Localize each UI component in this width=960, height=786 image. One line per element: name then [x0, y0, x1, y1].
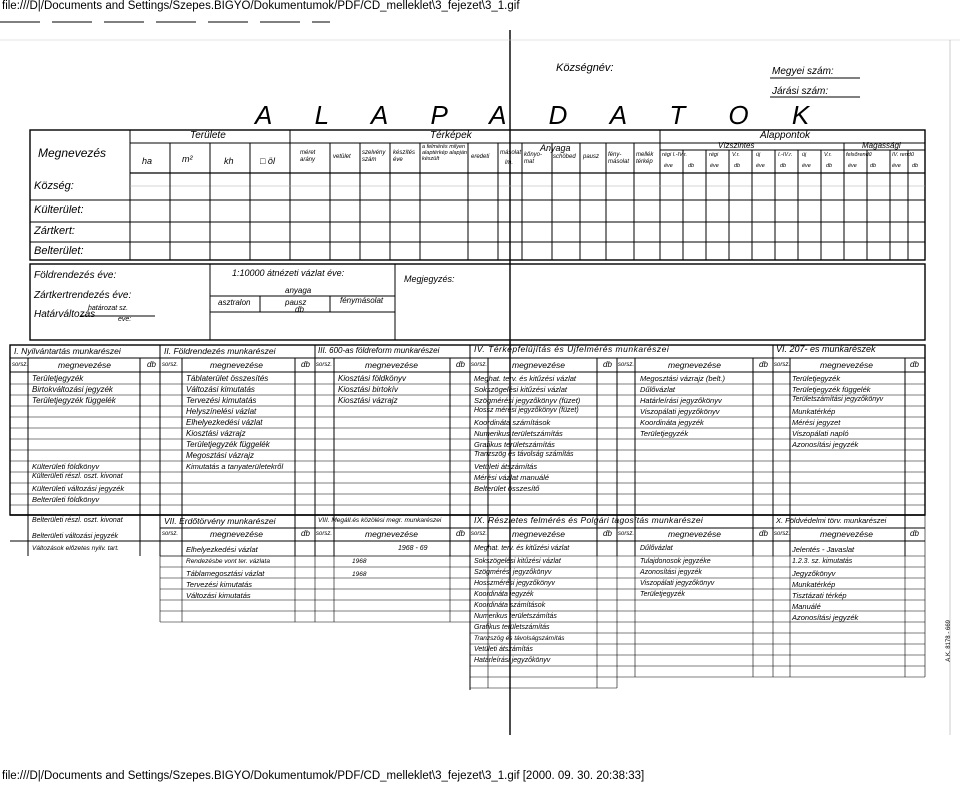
- list-item: Kiosztási vázrajz: [338, 396, 398, 405]
- list-item: Vetületi átszámítás: [474, 462, 538, 471]
- list-item: Dűlővázlat: [640, 385, 676, 394]
- list-item: Változási kimutatás: [186, 591, 251, 600]
- col-megnevezese-10: megnevezése: [668, 529, 721, 539]
- col-megnevezes: Megnevezés: [38, 146, 107, 160]
- list-item: Kiosztási birtokív: [338, 385, 399, 394]
- col-terulete: Területe: [190, 130, 226, 141]
- form-title: A L A P A D A T O K: [255, 100, 828, 130]
- col-megnevezese-1: megnevezése: [58, 360, 111, 370]
- sorsz-9: sorsz.: [471, 531, 488, 537]
- list-item: Területjegyzék: [32, 374, 84, 383]
- col-1-4r: I.-IV.r.: [778, 152, 793, 158]
- db-9: db: [603, 529, 612, 538]
- row-zartkert: Zártkert:: [34, 225, 75, 237]
- list-item: Tisztázati térkép: [792, 591, 847, 600]
- atnezeti-vazlat: 1:10000 átnézeti vázlat éve:: [232, 268, 345, 278]
- section-x-title: X. Földvédelmi törv. munkarészei: [776, 516, 887, 525]
- col-iv-rendu: IV. rendű: [892, 152, 914, 158]
- sub-db-3: db: [780, 163, 787, 169]
- list-item: Határleírási jegyzőkönyv: [640, 396, 722, 405]
- list-item: Mérési vázlat manuálé: [474, 473, 550, 482]
- col-pausz: pausz: [583, 154, 600, 160]
- col-kh: kh: [224, 156, 234, 166]
- col-felsorendu: felsőrendű: [846, 152, 872, 158]
- list-item: Azonosítási jegyzék: [640, 569, 702, 576]
- col-mellek: mellék térkép: [636, 152, 654, 165]
- list-item: Belterületi változási jegyzék: [32, 533, 118, 540]
- col-megnevezese-9: megnevezése: [512, 529, 565, 539]
- list-item: Területszámítási jegyzőkönyv: [792, 396, 884, 403]
- list-item: Tranzszög és távolság számítás: [474, 451, 574, 458]
- col-magassagi: Magassági: [862, 141, 901, 150]
- col-terkepek: Térképek: [430, 130, 472, 141]
- list-item: Mérési jegyzet: [792, 418, 841, 427]
- list-item: Kiosztási földkönyv: [338, 374, 407, 383]
- section-ix-title: IX. Részletes felmérés és Polgári tagosítás munkarészei: [474, 515, 704, 525]
- col-megnevezese-11: megnevezése: [820, 529, 873, 539]
- db-6: db: [910, 360, 919, 369]
- jarasi-szam-label: Járási szám:: [772, 86, 829, 97]
- col-megnevezese-4: megnevezése: [512, 360, 565, 370]
- list-item: 1.2.3. sz. kimutatás: [792, 558, 853, 565]
- list-item: Belterületi földkönyv: [32, 495, 100, 504]
- db-3: db: [456, 360, 465, 369]
- list-item: Sokszögelési kitűzési vázlat: [474, 558, 561, 565]
- list-item: Viszopálati napló: [792, 429, 849, 438]
- col-anyaga: Anyaga: [540, 143, 571, 153]
- list-item: Jegyzőkönyv: [792, 569, 836, 578]
- col-keszites: készítés éve: [393, 150, 416, 163]
- list-item: Elhelyezkedési vázlat: [186, 418, 263, 427]
- list-item: Belterület összesítő: [474, 484, 540, 493]
- list-item: Meghat. terv. és kitűzési vázlat: [474, 545, 570, 552]
- col-megnevezese-5: megnevezése: [668, 360, 721, 370]
- list-item: Kimutatás a tanyaterületekről: [186, 462, 284, 471]
- sub-eve-6: éve: [892, 163, 901, 169]
- sorsz-1: sorsz.: [12, 362, 29, 368]
- col-masolat: másolat: [500, 150, 522, 156]
- list-item: Manuálé: [792, 602, 821, 611]
- db-8: db: [456, 529, 465, 538]
- col-schobed: schöbed: [553, 154, 576, 160]
- sub-db-1: db: [688, 163, 695, 169]
- list-item: Jelentés - Javaslat: [792, 545, 855, 554]
- fenymasolat-label: fénymásolat: [340, 296, 384, 305]
- list-item: Területjegyzék függelék: [32, 396, 116, 405]
- pausz-label: pausz: [285, 298, 307, 307]
- section-viii-title: VIII. Megáll.és közölési megr. munkarészei: [318, 517, 442, 524]
- list-item: Vetületi átszámítás: [474, 646, 533, 653]
- list-item: Meghat. terv. és kitűzési vázlat: [474, 374, 576, 383]
- sub-eve-3: éve: [756, 163, 765, 169]
- list-item: Munkatérkép: [792, 407, 836, 416]
- col-megnevezese-3: megnevezése: [365, 360, 418, 370]
- list-item: Külterületi részl. oszt. kivonat: [32, 473, 123, 480]
- year-value: 1968: [352, 558, 367, 565]
- list-item: Belterületi részl. oszt. kivonat: [32, 517, 123, 524]
- list-item: Változások előzetes nyilv. tart.: [32, 545, 119, 552]
- section-ii-title: II. Földrendezés munkarészei: [164, 346, 276, 356]
- sorsz-8: sorsz.: [316, 531, 333, 537]
- col-ha: ha: [142, 156, 153, 166]
- list-item: Külterületi földkönyv: [32, 462, 100, 471]
- hatarvaltozas: Határváltozás: [34, 309, 96, 320]
- list-item: Azonosítási jegyzék: [792, 440, 859, 449]
- col-szelveny: szelvény szám: [362, 150, 386, 163]
- list-item: Megosztási vázrajz: [186, 451, 255, 460]
- col-regi: régi: [709, 152, 719, 158]
- db-5: db: [759, 360, 768, 369]
- list-item: Hossz mérési jegyzőkönyv (füzet): [474, 407, 579, 414]
- list-item: Numerikus területszámítás: [474, 429, 563, 438]
- path-top: file:///D|/Documents and Settings/Szepes.BIGYO/Dokumentumok/PDF/CD_melleklet\3_fejezet\3_1.gif: [2, 0, 520, 12]
- list-item: Birtokváltozási jegyzék: [32, 385, 113, 394]
- sorsz-4: sorsz.: [471, 362, 488, 368]
- list-item: Helyszínelési vázlat: [186, 407, 257, 416]
- list-item: Tulajdonosok jegyzéke: [640, 558, 711, 565]
- list-item: Azonosítási jegyzék: [792, 613, 859, 622]
- db-label: db: [295, 305, 304, 314]
- list-item: Területjegyzék: [640, 429, 689, 438]
- list-item: Viszopálati jegyzőkönyv: [640, 407, 720, 416]
- sorsz-10: sorsz.: [618, 531, 635, 537]
- db-1: db: [147, 360, 156, 369]
- col-megnevezese-7: megnevezése: [210, 529, 263, 539]
- db-11: db: [910, 529, 919, 538]
- list-item: Területjegyzék függelék: [186, 440, 270, 449]
- section-i-title: I. Nyilvántartás munkarészei: [14, 346, 121, 356]
- list-item: Tervezési kimutatás: [186, 396, 257, 405]
- list-item: Táblamegosztási vázlat: [186, 569, 265, 578]
- col-v-r: V.r.: [732, 152, 740, 158]
- print-stamp: Á.K. 8178 - 669: [946, 620, 952, 662]
- list-item: Grafikus területszámítás: [474, 440, 555, 449]
- sorsz-5: sorsz.: [618, 362, 635, 368]
- list-item: Külterületi változási jegyzék: [32, 484, 125, 493]
- col-vetulet: vetület: [333, 154, 351, 160]
- path-bottom: file:///D|/Documents and Settings/Szepes.BIGYO/Dokumentumok/PDF/CD_melleklet\3_fejezet\3_1.gif [2000. 09. 30. 20:38:33]: [2, 770, 645, 782]
- col-fenymasolat: fény-másolat: [608, 152, 630, 165]
- sub-eve-2: éve: [710, 163, 719, 169]
- row-kulterulet: Külterület:: [34, 204, 84, 216]
- list-item: Kiosztási vázrajz: [186, 429, 246, 438]
- list-item: Területjegyzék függelék: [792, 385, 871, 394]
- list-item: Koordináta jegyzék: [640, 418, 704, 427]
- section-iii-title: III. 600-as földreform munkarészei: [318, 346, 440, 355]
- row-belterulet: Belterület:: [34, 245, 84, 257]
- section-vii-title: VII. Erdőtörvény munkarészei: [164, 516, 276, 526]
- list-item: Megosztási vázrajz (belt.): [640, 374, 726, 383]
- section-iv-title: IV. Térképfelújítás és Újfelmérés munkarészei: [474, 344, 670, 354]
- sub-eve-4: éve: [802, 163, 811, 169]
- list-item: Változási kimutatás: [186, 385, 255, 394]
- sorsz-2: sorsz.: [162, 362, 179, 368]
- section-vi-title: VI. 207- es munkarészek: [776, 344, 876, 354]
- list-item: Elhelyezkedési vázlat: [186, 545, 258, 554]
- db-4: db: [603, 360, 612, 369]
- megyei-szam-label: Megyei szám:: [772, 66, 834, 77]
- col-megnevezese-6: megnevezése: [820, 360, 873, 370]
- list-item: Dűlővázlat: [640, 545, 673, 552]
- list-item: Koordináta számítások: [474, 602, 546, 609]
- list-item: Tervezési kimutatás: [186, 580, 252, 589]
- col-vizszintes: Vízszintes: [718, 141, 755, 150]
- megjegyzes-label: Megjegyzés:: [404, 274, 455, 284]
- foldrendezes-eve: Földrendezés éve:: [34, 270, 117, 281]
- sorsz-3: sorsz.: [316, 362, 333, 368]
- zartkertrendezes-eve: Zártkertrendezés éve:: [34, 290, 132, 301]
- col-meretarany: méret arány: [300, 150, 316, 163]
- col-alapjan: a felmérés milyen alaptérkép alapján készült: [422, 144, 467, 162]
- list-item: Területjegyzék: [792, 374, 841, 383]
- col-alappontok: Alappontok: [760, 130, 811, 141]
- col-uj2: új: [802, 152, 807, 158]
- sorsz-6: sorsz.: [774, 362, 791, 368]
- sorsz-11: sorsz.: [774, 531, 791, 537]
- sub-db-6: db: [912, 163, 919, 169]
- sub-db-5: db: [870, 163, 877, 169]
- col-megnevezese-2: megnevezése: [210, 360, 263, 370]
- list-item: Területjegyzék: [640, 591, 685, 598]
- year-value: 1968: [352, 571, 367, 578]
- col-konyomat: kőnyo-mat: [524, 152, 543, 165]
- db-10: db: [759, 529, 768, 538]
- col-v-r2: V.r.: [824, 152, 832, 158]
- list-item: Munkatérkép: [792, 580, 836, 589]
- list-item: Numerikus területszámítás: [474, 613, 557, 620]
- col-eredeti: eredeti: [471, 154, 490, 160]
- list-item: Rendezésbe vont ter. vázlata: [186, 558, 270, 565]
- sub-db-2: db: [734, 163, 741, 169]
- list-item: Szögmérési jegyzőkönyv (füzet): [474, 396, 581, 405]
- list-item: Grafikus területszámítás: [474, 624, 550, 631]
- hatarozat-eve: éve:: [118, 316, 132, 323]
- anyaga-label: anyaga: [285, 286, 312, 295]
- list-item: Táblaterület összesítés: [186, 374, 269, 383]
- col-m2: m²: [182, 154, 193, 164]
- list-item: Hosszmérési jegyzőkönyv: [474, 580, 555, 587]
- list-item: Koordináta számítások: [474, 418, 551, 427]
- sub-eve-1: éve: [664, 163, 673, 169]
- row-kozseg: Község:: [34, 180, 74, 192]
- hatarozat-sz: határozat sz.: [88, 305, 129, 312]
- col-megnevezese-8: megnevezése: [365, 529, 418, 539]
- db-2: db: [301, 360, 310, 369]
- col-uj: új: [756, 152, 761, 158]
- sub-db-4: db: [826, 163, 833, 169]
- sub-eve-5: éve: [848, 163, 857, 169]
- year-value: 1968 - 69: [398, 545, 428, 552]
- list-item: Viszopálati jegyzőkönyv: [640, 580, 715, 587]
- col-ol: □ öl: [260, 156, 275, 166]
- asztralon-label: asztralon: [218, 298, 251, 307]
- sorsz-7: sorsz.: [162, 531, 179, 537]
- list-item: Tranzszög és távolságszámítás: [474, 635, 565, 642]
- list-item: Sokszögelési kitűzési vázlat: [474, 385, 567, 394]
- db-7: db: [301, 529, 310, 538]
- list-item: Szögmérési jegyzőkönyv: [474, 569, 552, 576]
- list-item: Határleírási jegyzőkönyv: [474, 657, 551, 664]
- kozsegnev-label: Községnév:: [556, 62, 614, 74]
- col-lm: lm.: [505, 160, 513, 166]
- col-regi-1-4: régi I.-IV.r.: [662, 152, 688, 158]
- list-item: Koordináta jegyzék: [474, 591, 534, 598]
